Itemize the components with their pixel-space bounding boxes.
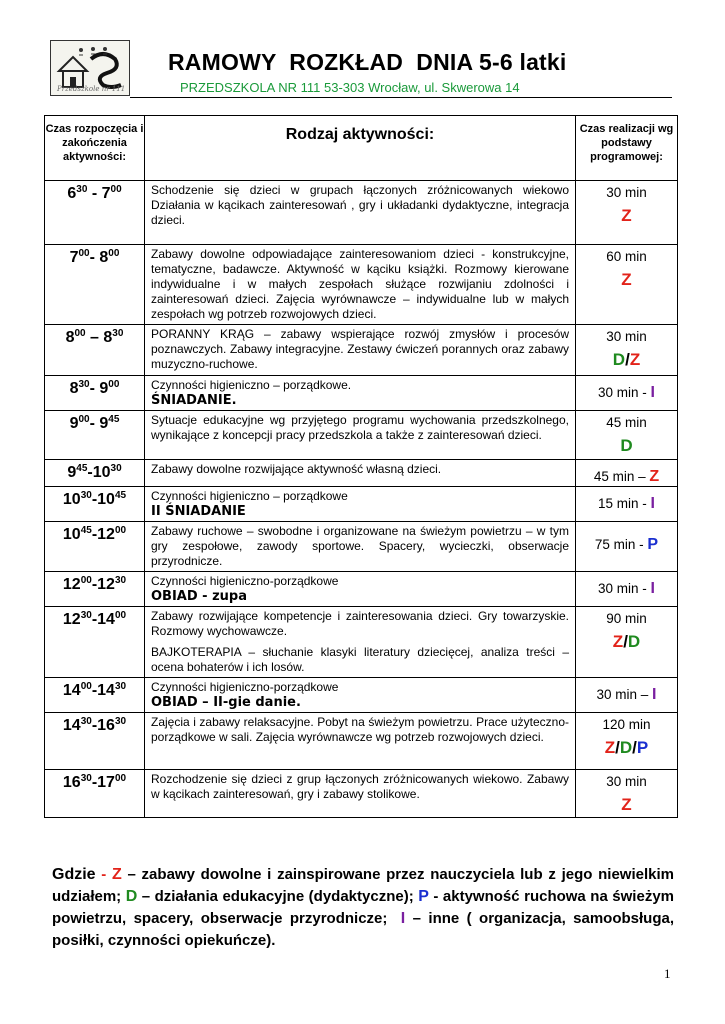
header-duration: Czas realizacji wg podstawy programowej:: [576, 116, 678, 181]
time-separator: -: [91, 682, 98, 699]
activity-cell: [145, 522, 576, 572]
duration-text: 30 min: [606, 774, 647, 789]
duration-text: 45 min: [606, 415, 647, 430]
time-end-hour: 14: [97, 611, 115, 628]
activity-code-d: D: [612, 350, 626, 369]
table-row: [45, 713, 678, 770]
duration-cell: [576, 522, 678, 572]
time-start-min: 45: [80, 525, 92, 536]
activity-cell: [145, 678, 576, 713]
legend-code-d: D: [125, 888, 138, 905]
duration-cell: [576, 181, 678, 245]
time-end-min: 00: [114, 773, 127, 784]
time-separator: -: [91, 611, 98, 628]
table-row: [45, 325, 678, 376]
legend-code-i: I: [400, 910, 406, 927]
legend-dash: -: [95, 866, 112, 883]
time-end-min: 00: [108, 379, 120, 390]
time-start-min: 00: [80, 575, 92, 586]
code-separator: /: [625, 350, 630, 369]
activity-cell: [145, 245, 576, 325]
activity-cell: [145, 411, 576, 460]
duration-text: 45 min –: [593, 469, 650, 484]
time-separator: –: [85, 329, 104, 346]
time-cell: [45, 572, 145, 607]
time-separator: -: [91, 526, 98, 543]
duration-text: 30 min -: [598, 385, 651, 400]
time-cell: [45, 411, 145, 460]
time-end-hour: 8: [103, 329, 113, 346]
duration-text: 30 min: [606, 329, 647, 344]
table-row: [45, 522, 678, 572]
activity-cell: [145, 376, 576, 411]
duration-cell: [576, 460, 678, 487]
activity-text: Czynności higieniczno-porządkowe: [151, 680, 339, 694]
table-row: [45, 572, 678, 607]
code-separator: /: [632, 738, 637, 757]
activity-text: Zabawy dowolne odpowiadające zainteresowaniom dzieci - konstrukcyjne, tematyczne, badawcze. Aktywność w kąciku książki. Rozmowy kierowane indywidualne i w małych zespołach służące rozwijaniu zdolności i zainteresowań dzieci. Zajęcia wyrównawcze – indywidualne lub w małych zespołach wg potrzeb rozwojowych dzieci.: [151, 247, 569, 321]
activity-text: Zabawy ruchowe – swobodne i organizowane na świeżym powietrzu – w tym gry zespołowe, zawody sportowe. Spacery, wycieczki, obserwacje przyrodnicze.: [151, 524, 569, 568]
time-end-min: 45: [108, 414, 120, 425]
activity-text: Zabawy dowolne rozwijające aktywność własną dzieci.: [151, 462, 442, 476]
duration-cell: [576, 572, 678, 607]
duration-cell: [576, 713, 678, 770]
activity-code-i: I: [650, 580, 655, 597]
time-cell: [45, 522, 145, 572]
time-start-hour: 7: [69, 249, 79, 266]
time-end-hour: 12: [97, 576, 115, 593]
header-time: Czas rozpoczęcia i zakończenia aktywności:: [45, 116, 145, 181]
time-cell: [45, 181, 145, 245]
time-separator: -: [91, 774, 98, 791]
activity-code-i: I: [652, 686, 657, 703]
legend-d-desc: – działania edukacyjne (dydaktyczne);: [137, 888, 419, 905]
activity-code-z: Z: [621, 270, 632, 289]
code-separator: /: [623, 632, 628, 651]
legend-code-z: Z: [112, 866, 122, 883]
schedule-table: [44, 115, 678, 818]
activity-cell: [145, 770, 576, 818]
duration-text: 90 min: [606, 611, 647, 626]
time-start-hour: 10: [62, 491, 81, 508]
time-cell: [45, 678, 145, 713]
time-start-min: 30: [80, 716, 92, 727]
logo-signature: Przedszkole nr 111: [57, 85, 126, 93]
time-cell: [45, 770, 145, 818]
time-start-min: 00: [78, 248, 90, 259]
time-end-hour: 10: [92, 464, 111, 481]
time-end-hour: 14: [97, 682, 115, 699]
activity-code-d: D: [627, 632, 641, 651]
table-row: [45, 607, 678, 678]
meal-label: OBIAD – II-gie danie: [151, 695, 296, 710]
time-start-hour: 9: [69, 415, 79, 432]
time-end-min: 00: [114, 610, 127, 621]
activity-text: Zajęcia i zabawy relaksacyjne. Pobyt na świeżym powietrzu. Prace użyteczno-porządkowe w sali. Zajęcia wyrównawcze wg potrzeb rozwojowych dzieci.: [151, 715, 569, 744]
time-separator: -: [87, 464, 93, 481]
activity-text: Czynności higieniczno-porządkowe: [151, 574, 339, 588]
time-start-min: 30: [80, 490, 92, 501]
meal-label: ŚNIADANIE.: [151, 393, 237, 408]
activity-code-i: I: [650, 495, 655, 512]
duration-text: 60 min: [606, 249, 647, 264]
time-end-hour: 12: [97, 526, 115, 543]
activity-code-p: P: [647, 536, 659, 553]
duration-cell: [576, 376, 678, 411]
activity-text: Zabawy rozwijające kompetencje i zainteresowania dzieci. Gry towarzyskie. Rozmowy wychowawcze.: [151, 609, 569, 638]
activity-code-z: Z: [629, 350, 641, 369]
logo: [50, 40, 130, 96]
activity-code-z: Z: [604, 738, 616, 757]
time-start-hour: 14: [62, 717, 81, 734]
table-row: [45, 487, 678, 522]
activity-cell: [145, 460, 576, 487]
legend-code-p: P: [418, 888, 429, 905]
time-end-hour: 7: [101, 185, 111, 202]
page-subtitle: PRZEDSZKOLA NR 111 53-303 Wrocław, ul. Skwerowa 14: [180, 80, 520, 95]
duration-cell: [576, 770, 678, 818]
activity-cell: [145, 181, 576, 245]
table-row: [45, 181, 678, 245]
time-start-min: 00: [80, 681, 92, 692]
duration-text: 120 min: [602, 717, 651, 732]
time-cell: [45, 713, 145, 770]
duration-cell: [576, 607, 678, 678]
time-end-min: 45: [114, 490, 127, 501]
time-end-min: 00: [114, 525, 127, 536]
time-cell: [45, 460, 145, 487]
activity-code-d: D: [620, 436, 633, 455]
time-start-hour: 12: [62, 611, 81, 628]
time-start-hour: 16: [62, 774, 81, 791]
time-cell: [45, 245, 145, 325]
activity-code-z: Z: [621, 795, 632, 814]
duration-cell: [576, 678, 678, 713]
table-row: [45, 411, 678, 460]
time-separator: -: [89, 415, 100, 432]
activity-cell: [145, 487, 576, 522]
time-end-min: 30: [114, 681, 127, 692]
time-separator: -: [91, 576, 98, 593]
activity-text: BAJKOTERAPIA – słuchanie klasyki literatury dziecięcej, analiza treści – ocena bohaterów i ich losów.: [151, 645, 569, 674]
time-start-min: 00: [74, 328, 86, 339]
header-activity: Rodzaj aktywności:: [145, 116, 576, 181]
time-start-min: 30: [78, 379, 90, 390]
time-separator: -: [91, 717, 98, 734]
legend: [52, 864, 674, 952]
page-title: RAMOWY ROZKŁAD DNIA 5-6 latki: [168, 49, 567, 75]
time-start-hour: 12: [62, 576, 81, 593]
time-start-hour: 8: [69, 380, 79, 397]
time-start-min: 30: [80, 610, 92, 621]
header-divider: [130, 97, 672, 98]
activity-code-i: I: [650, 384, 655, 401]
duration-text: 15 min -: [598, 496, 651, 511]
activity-cell: [145, 713, 576, 770]
time-start-hour: 14: [62, 682, 81, 699]
time-end-hour: 17: [97, 774, 115, 791]
meal-label: OBIAD - zupa: [151, 589, 247, 604]
meal-label-tail: .: [295, 695, 301, 710]
duration-cell: [576, 245, 678, 325]
activity-cell: [145, 572, 576, 607]
time-start-min: 45: [76, 463, 88, 474]
activity-code-z: Z: [621, 206, 632, 225]
time-start-min: 30: [80, 773, 92, 784]
meal-label: II ŚNIADANIE: [151, 504, 246, 519]
time-end-hour: 9: [99, 380, 109, 397]
legend-i-desc: – inne ( organizacja, samoobsługa, posiłki, czynności opiekuńcze).: [52, 910, 675, 949]
time-end-min: 30: [112, 328, 124, 339]
time-end-min: 00: [110, 184, 122, 195]
duration-cell: [576, 487, 678, 522]
time-separator: -: [89, 249, 100, 266]
duration-text: 30 min –: [596, 687, 653, 702]
activity-cell: [145, 607, 576, 678]
duration-text: 75 min -: [594, 537, 648, 552]
duration-text: 30 min: [606, 185, 647, 200]
activity-cell: [145, 325, 576, 376]
activity-text: Czynności higieniczno – porządkowe: [151, 489, 348, 503]
time-start-min: 30: [76, 184, 88, 195]
time-end-hour: 9: [99, 415, 109, 432]
time-cell: [45, 607, 145, 678]
time-start-hour: 8: [65, 329, 75, 346]
activity-code-z: Z: [649, 468, 660, 485]
time-start-hour: 10: [62, 526, 81, 543]
time-cell: [45, 376, 145, 411]
time-start-hour: 9: [67, 464, 77, 481]
time-cell: [45, 325, 145, 376]
table-row: [45, 376, 678, 411]
time-separator: -: [89, 380, 100, 397]
table-row: [45, 770, 678, 818]
time-end-min: 30: [114, 575, 127, 586]
time-end-hour: 8: [99, 249, 109, 266]
activity-code-d: D: [619, 738, 633, 757]
table-row: [45, 245, 678, 325]
table-row: [45, 460, 678, 487]
activity-code-p: P: [636, 738, 649, 757]
activity-text: Rozchodzenie się dzieci z grup łączonych zróżnicowanych wiekowo. Zabawy w kącikach zainteresowań, gry i zabawy stolikowe.: [151, 772, 569, 801]
time-end-min: 00: [108, 248, 120, 259]
time-end-hour: 16: [97, 717, 115, 734]
time-cell: [45, 487, 145, 522]
time-separator: -: [87, 185, 102, 202]
code-separator: /: [615, 738, 620, 757]
activity-text: Czynności higieniczno – porządkowe.: [151, 378, 352, 392]
duration-text: 30 min -: [598, 581, 651, 596]
duration-cell: [576, 411, 678, 460]
time-separator: -: [91, 491, 98, 508]
page-number: 1: [664, 966, 671, 981]
time-end-min: 30: [110, 463, 122, 474]
time-start-min: 00: [78, 414, 90, 425]
activity-text: Schodzenie się dzieci w grupach łączonych zróżnicowanych wiekowo Działania w kącikach zainteresowań , gry i układanki dydaktyczne, integracja dzieci.: [151, 183, 569, 227]
legend-z-desc: – zabawy dowolne i zainspirowane przez nauczyciela lub z jego niewielkim udziałem;: [52, 866, 674, 905]
time-start-hour: 6: [67, 185, 77, 202]
duration-cell: [576, 325, 678, 376]
activity-text: PORANNY KRĄG – zabawy wspierające rozwój zmysłów i procesów poznawczych. Zabawy integracyjne. Zestawy ćwiczeń porannych oraz zabawy muzyczno-ruchowe.: [151, 327, 569, 371]
table-row: [45, 678, 678, 713]
legend-p-desc: - aktywność ruchowa na świeżym powietrzu, spacery, obserwacje przyrodnicze;: [52, 888, 674, 927]
legend-gdzie: Gdzie: [52, 866, 96, 883]
time-end-hour: 10: [97, 491, 115, 508]
activity-code-z: Z: [612, 632, 624, 651]
time-end-min: 30: [114, 716, 127, 727]
activity-text: Sytuacje edukacyjne wg przyjętego programu wychowania przedszkolnego, wynikające z koncepcji pracy przedszkola a także z zainteresowań dzieci.: [151, 413, 569, 442]
